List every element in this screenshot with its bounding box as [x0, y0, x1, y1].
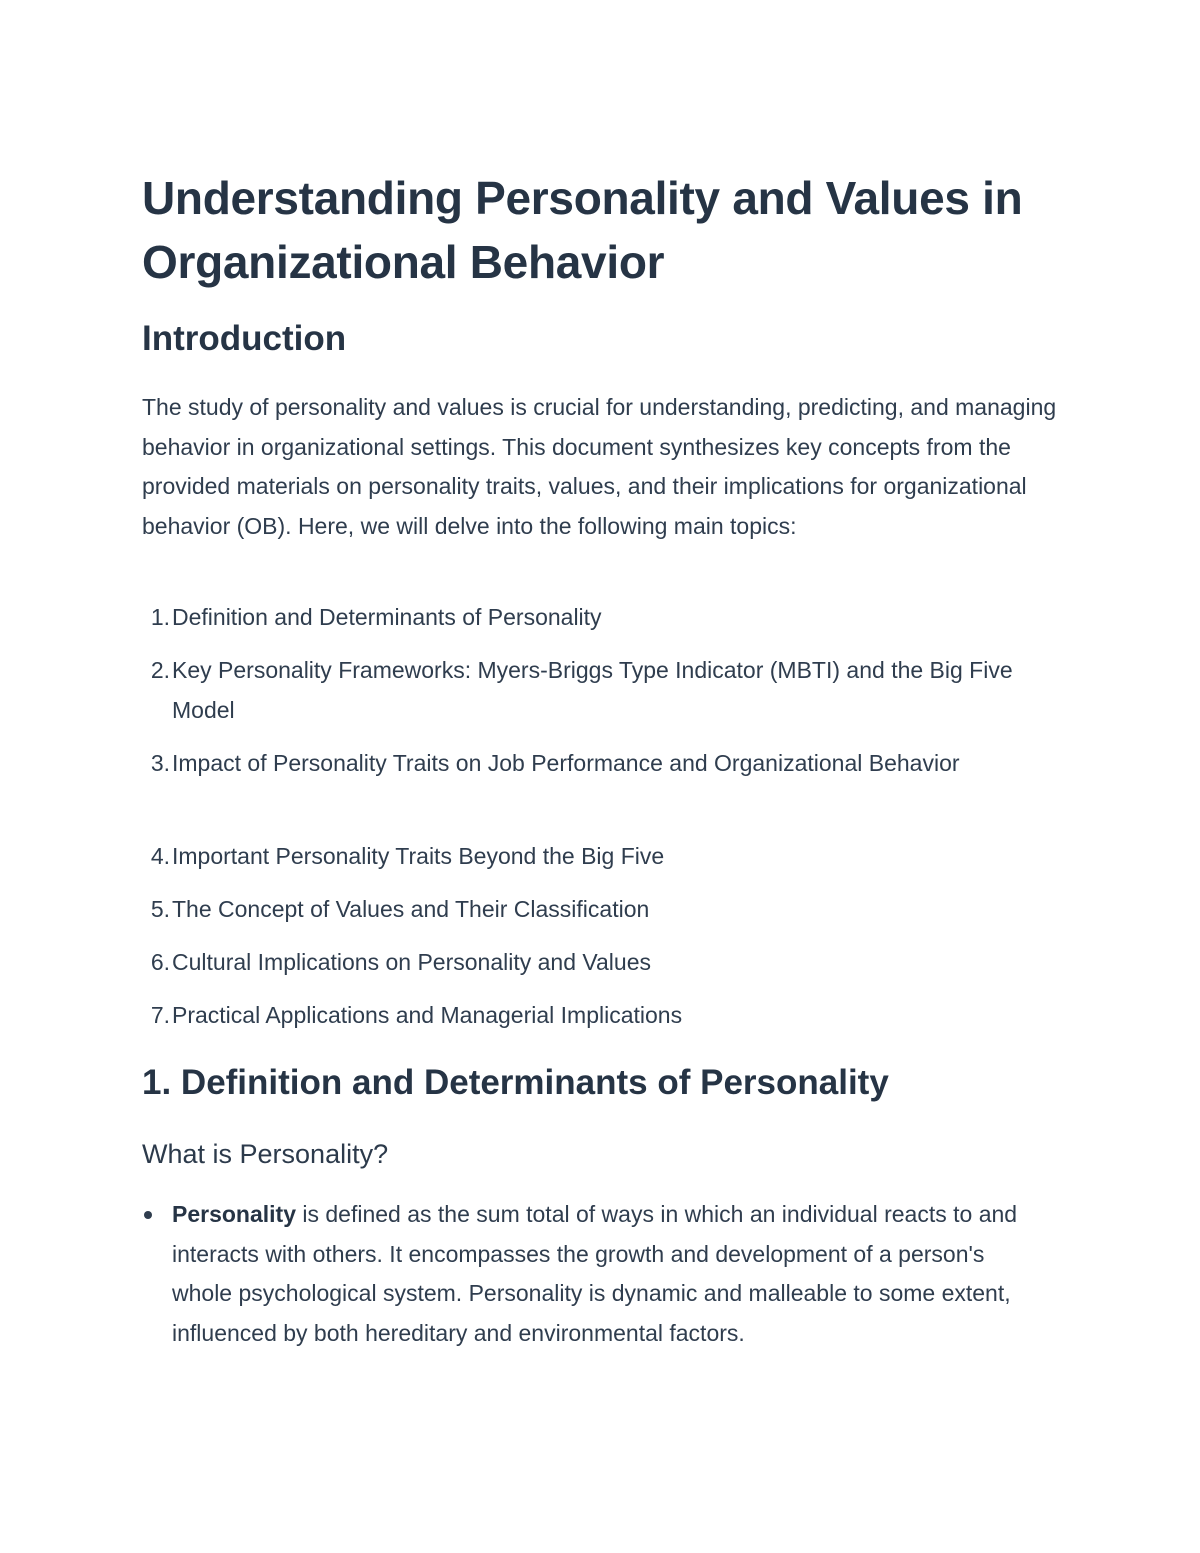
list-item-text: Important Personality Traits Beyond the Big Five [172, 843, 665, 869]
list-item-text: Definition and Determinants of Personality [172, 604, 602, 630]
list-item-text: Practical Applications and Managerial Implications [172, 1002, 683, 1028]
intro-paragraph: The study of personality and values is crucial for understanding, predicting, and managing behavior in organizational settings. This document synthesizes key concepts from the provided materials on personality traits, values, and their implications for organizational behavior (OB). Here, we will delve into the following main topics: [142, 394, 1057, 539]
document-title: Understanding Personality and Values in Organizational Behavior [142, 172, 1023, 288]
bullet-definition: is defined as the sum total of ways in which an individual reacts to and interacts with others. It encompasses the growth and development of a person's whole psychological system. Personality is dynamic and malleable to some extent, influenced by both hereditary and environmental factors. [172, 1201, 1018, 1346]
bullet-item [142, 1195, 1062, 1353]
bullet-term: Personality [172, 1201, 296, 1227]
list-item [142, 943, 1062, 983]
list-number: 1. [150, 604, 170, 630]
section-1-subheading: What is Personality? [142, 1139, 389, 1169]
list-item [142, 996, 1062, 1036]
list-item [142, 598, 1062, 638]
section-1-heading: 1. Definition and Determinants of Personality [142, 1063, 889, 1102]
list-number: 4. [150, 843, 170, 869]
list-item-text: Impact of Personality Traits on Job Performance and Organizational Behavior [172, 750, 960, 776]
intro-heading: Introduction [142, 319, 347, 358]
list-item [142, 837, 1062, 877]
list-item-text: Cultural Implications on Personality and Values [172, 949, 651, 975]
bullet-dot-icon [144, 1211, 152, 1219]
list-item [142, 651, 1062, 730]
bullet-text [172, 1195, 1032, 1353]
list-item [142, 890, 1062, 930]
list-item-text: Key Personality Frameworks: Myers-Briggs Type Indicator (MBTI) and the Big Five Model [172, 657, 1013, 723]
list-item [142, 744, 1062, 784]
list-number: 6. [150, 949, 170, 975]
list-number: 5. [150, 896, 170, 922]
list-item-text: The Concept of Values and Their Classification [172, 896, 650, 922]
list-number: 7. [150, 1002, 170, 1028]
list-number: 2. [150, 657, 170, 683]
list-number: 3. [150, 750, 170, 776]
